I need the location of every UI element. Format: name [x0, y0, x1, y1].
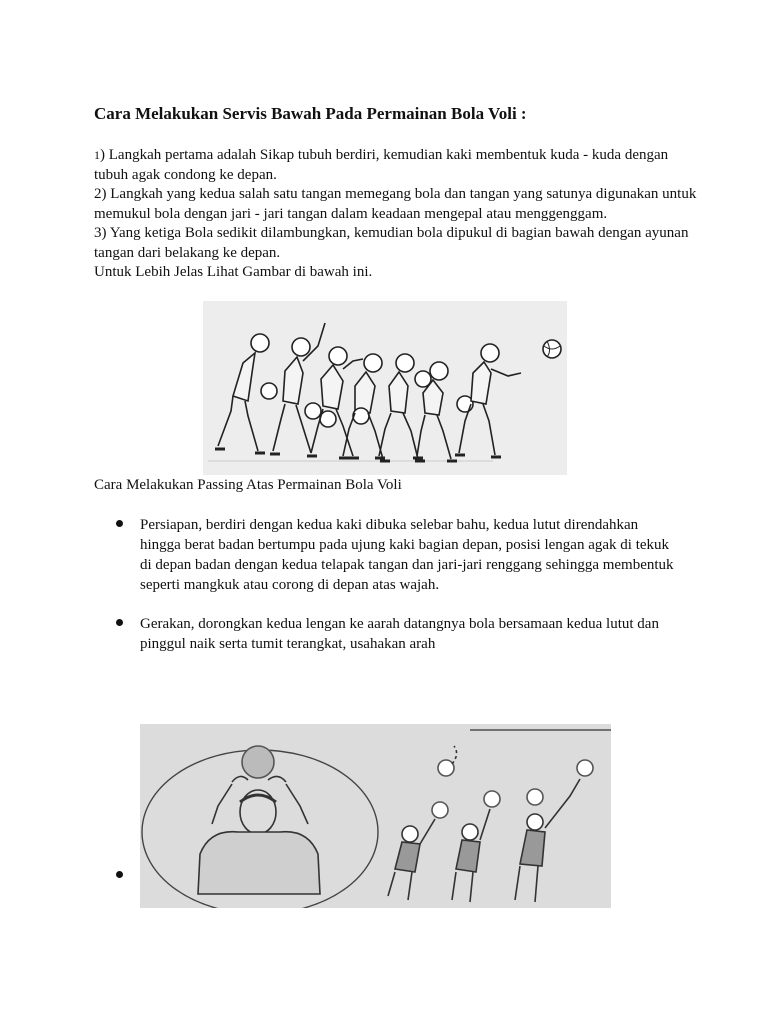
see-figure-note: Untuk Lebih Jelas Lihat Gambar di bawah ini. [94, 264, 373, 280]
overhead-pass-illustration [140, 724, 611, 908]
passing-subheading: Cara Melakukan Passing Atas Permainan Bola Voli [94, 477, 402, 493]
step-1-text: ) Langkah pertama adalah Sikap tubuh berdiri, kemudian kaki membentuk kuda - kuda dengan tubuh agak condong ke depan. [94, 147, 669, 183]
bullet-text: Persiapan, berdiri dengan kedua kaki dibuka selebar bahu, kedua lutut direndahkan hingga berat badan bertumpu pada ujung kaki bagian depan, posisi lengan agak di tekuk di depan badan dengan kedua telapak tangan dan jari-jari renggang sehingga membentuk seperti mangkuk atau corong di depan atas wajah. [140, 517, 674, 593]
bullet-text: Gerakan, dorongkan kedua lengan ke aarah datangnya bola bersamaan kedua lutut dan pinggul naik serta tumit terangkat, usahakan arah [140, 616, 659, 652]
overhead-pass-drawing [140, 724, 611, 908]
serve-sequence-drawing [203, 301, 567, 475]
bullet-item-persiapan [116, 515, 676, 595]
bullet-icon [116, 619, 123, 626]
underhand-serve-illustration [203, 301, 567, 475]
passing-bullet-list [116, 515, 676, 673]
document-title: Cara Melakukan Servis Bawah Pada Permainan Bola Voli : [94, 104, 527, 123]
step-3: 3) Yang ketiga Bola sedikit dilambungkan, kemudian bola dipukul di bagian bawah dengan ayunan tangan dari belakang ke depan. [94, 225, 689, 261]
step-1 [94, 146, 704, 185]
serve-steps [94, 146, 704, 283]
bullet-item-gerakan [116, 614, 676, 654]
empty-bullet-icon [116, 871, 123, 878]
step-1-number: 1 [94, 148, 100, 162]
bullet-icon [116, 520, 123, 527]
step-2: 2) Langkah yang kedua salah satu tangan memegang bola dan tangan yang satunya digunakan untuk memukul bola dengan jari - jari tangan dalam keadaan mengepal atau menggenggam. [94, 186, 697, 222]
